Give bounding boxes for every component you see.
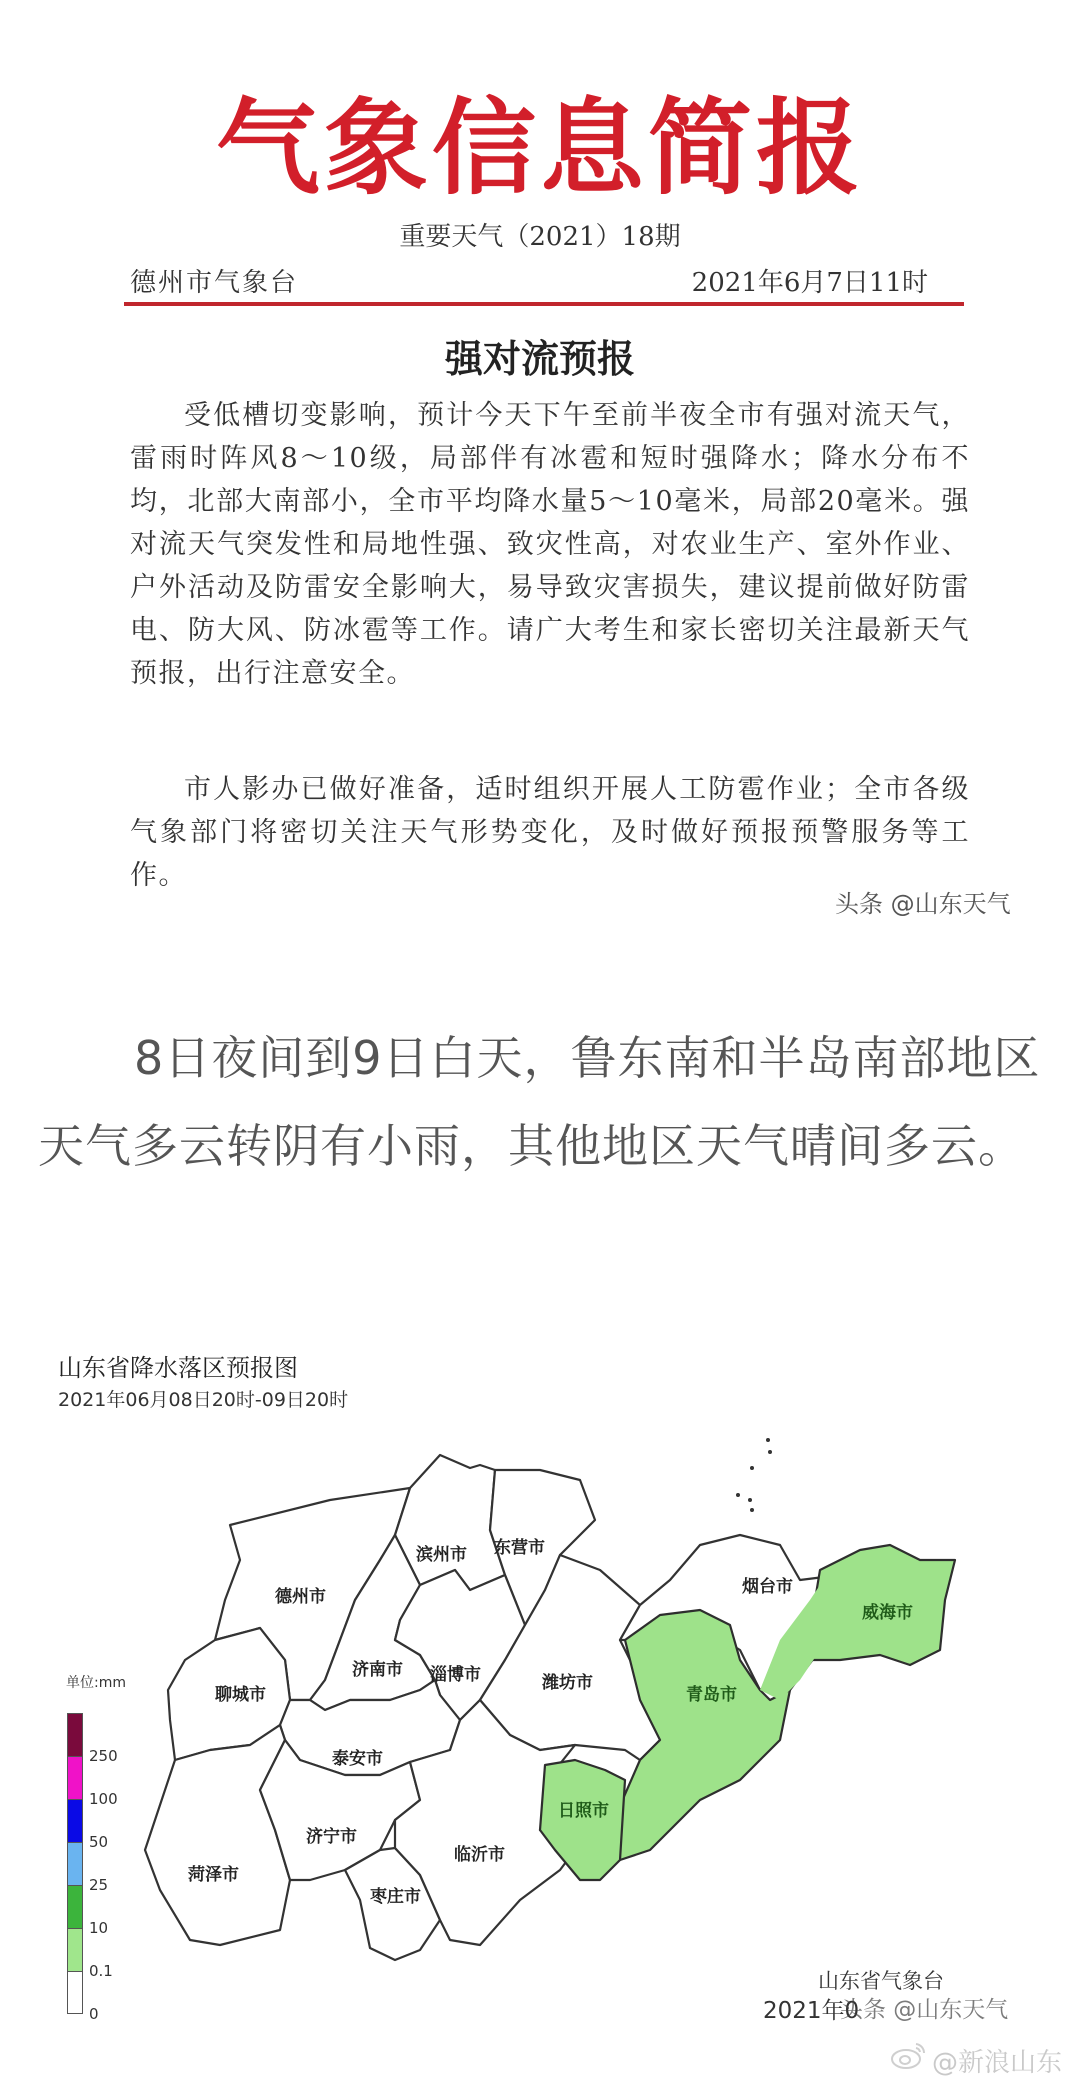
precipitation-legend [67,1713,83,2014]
bulletin-watermark: 头条 @山东天气 [835,890,1011,918]
label-weihai: 威海市 [862,1603,913,1623]
legend-swatch-250-plus [67,1713,83,1756]
label-weifang: 潍坊市 [542,1673,593,1693]
label-heze: 菏泽市 [188,1865,239,1885]
legend-tick: 50 [89,1833,109,1851]
map-watermark: 头条 @山东天气 [840,1997,1009,2023]
legend-swatch-25-50 [67,1842,83,1885]
label-zibo: 淄博市 [430,1665,481,1685]
legend-tick: 250 [89,1747,118,1765]
label-taian: 泰安市 [332,1749,383,1769]
map-agency: 山东省气象台 [818,1969,944,1993]
label-linyi: 临沂市 [454,1845,505,1865]
label-liaocheng: 聊城市 [215,1685,266,1705]
map-title: 山东省降水落区预报图 [58,1354,298,1382]
label-dezhou: 德州市 [275,1587,326,1607]
label-binzhou: 滨州市 [416,1545,467,1565]
legend-tick: 25 [89,1876,109,1894]
bulletin-title: 气象信息简报 [215,87,864,209]
shandong-precipitation-map [0,1420,1080,1980]
label-yantai: 烟台市 [742,1577,793,1597]
bulletin-paragraph-1: 受低槽切变影响，预计今天下午至前半夜全市有强对流天气，雷雨时阵风8～10级，局部伴有冰雹和短时强降水；降水分布不均，北部大南部小，全市平均降水量5～10毫米，局部20毫米。强对流天气突发性和局地性强、致灾性高，对农业生产、室外作业、户外活动及防雷安全影响大，易导致灾害损失，建议提前做好防雷电、防大风、防冰雹等工作。请广大考生和家长密切关注最新天气预报，出行注意安全。 [130,400,970,689]
legend-tick: 10 [89,1919,109,1937]
legend-swatch-0-0.1 [67,1971,83,2014]
legend-swatch-10-25 [67,1885,83,1928]
legend-swatch-100-250 [67,1756,83,1799]
bulletin-issuer: 德州市气象台 [130,268,299,298]
bulletin-subtitle: 强对流预报 [444,336,635,381]
label-qingdao: 青岛市 [686,1685,737,1705]
label-jinan: 济南市 [352,1660,403,1680]
bulletin-issue: 重要天气（2021）18期 [399,222,681,252]
legend-tick: 0.1 [89,1962,113,1980]
region-heze [145,1725,290,1945]
header-divider [124,302,964,306]
map-period: 2021年06月08日20时-09日20时 [58,1389,349,1411]
label-rizhao: 日照市 [558,1801,609,1821]
legend-swatch-0.1-10 [67,1928,83,1971]
bulletin-paragraph-2: 市人影办已做好准备，适时组织开展人工防雹作业；全市各级气象部门将密切关注天气形势变化，及时做好预报预警服务等工作。 [130,774,970,891]
forecast-summary: 8日夜间到9日白天，鲁东南和半岛南部地区天气多云转阴有小雨，其他地区天气晴间多云。 [38,1031,1041,1173]
map-agency-date: 2021年0 [763,1998,860,2024]
label-dongying: 东营市 [494,1538,545,1558]
weibo-handle: @新浪山东 [932,2048,1063,2078]
legend-unit: 单位:mm [66,1675,126,1691]
legend-swatch-50-100 [67,1799,83,1842]
legend-tick: 100 [89,1790,118,1808]
bulletin-issued-at: 2021年6月7日11时 [691,268,928,298]
weibo-logo-icon [890,2040,928,2070]
label-zaozhuang: 枣庄市 [370,1887,421,1907]
legend-tick: 0 [89,2005,99,2023]
label-jining: 济宁市 [306,1827,357,1847]
